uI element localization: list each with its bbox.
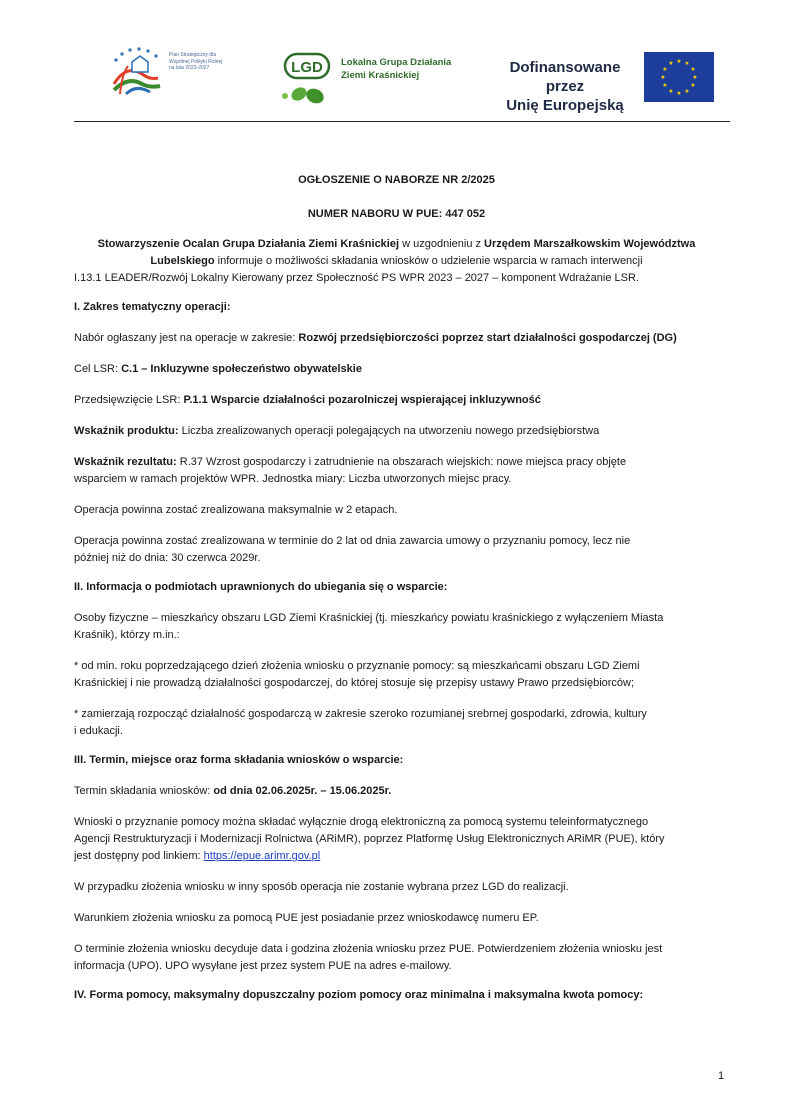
svg-text:★: ★ xyxy=(684,60,690,67)
s1-undertaking-value: P.1.1 Wsparcie działalności pozarolniczej wspierającej inkluzywność xyxy=(183,394,541,406)
s3-ep-requirement: Warunkiem złożenia wniosku za pomocą PUE jest posiadanie przez wnioskodawcę numeru EP. xyxy=(74,912,539,924)
svg-text:★: ★ xyxy=(692,74,698,81)
s2-eligible-line2: Kraśnik), którzy m.in.: xyxy=(74,629,180,641)
s2-condition-1-line2: Kraśnickiej i nie prowadzą działalności gospodarczej, do której stosuje się przepisy ustawy Prawo przedsiębiorców; xyxy=(74,677,635,689)
s3-other-method: W przypadku złożenia wniosku w inny sposób operacja nie zostanie wybrana przez LGD do realizacji. xyxy=(74,881,569,893)
intro-office: Urzędem Marszałkowskim Województwa Lubelskiego xyxy=(150,238,696,267)
s3-submission-line3-text: jest dostępny pod linkiem: xyxy=(74,850,204,862)
lgd-name-line1: Lokalna Grupa Działania xyxy=(341,57,452,68)
s3-submission-line1: Wnioski o przyznanie pomocy można składać wyłącznie drogą elektroniczną za pomocą systemu teleinformatycznego xyxy=(74,816,649,828)
intro-paragraph xyxy=(74,236,719,287)
s1-result-value-line2: wsparciem w ramach projektów WPR. Jednostka miary: Liczba utworzonych miejsc pracy. xyxy=(74,473,512,485)
svg-text:★: ★ xyxy=(690,66,696,73)
lgd-name-line2: Ziemi Kraśnickiej xyxy=(341,70,420,81)
s1-product-label: Wskaźnik produktu: xyxy=(74,425,179,437)
s1-product-indicator xyxy=(74,423,719,440)
s1-deadline xyxy=(74,533,719,567)
s3-term-label: Termin składania wniosków: xyxy=(74,785,214,797)
section-2-heading: II. Informacja o podmiotach uprawnionych do ubiegania się o wsparcie: xyxy=(74,581,448,593)
s3-upo-line2: informacja (UPO). UPO wysyłane jest przez system PUE na adres e-mailowy. xyxy=(74,960,452,972)
svg-text:★: ★ xyxy=(668,60,674,67)
s2-condition-2 xyxy=(74,706,719,740)
s1-result-value-line1: R.37 Wzrost gospodarczy i zatrudnienie na obszarach wiejskich: nowe miejsca pracy objęte xyxy=(176,456,627,468)
eu-flag-icon xyxy=(644,52,714,102)
s1-result-label: Wskaźnik rezultatu: xyxy=(74,456,177,468)
s1-deadline-line1: Operacja powinna zostać zrealizowana w terminie do 2 lat od dnia zawarcia umowy o przyznaniu pomocy, lecz nie xyxy=(74,535,631,547)
s3-upo xyxy=(74,941,719,975)
page-header xyxy=(74,38,730,118)
psp-wpr-logo xyxy=(106,44,226,106)
eu-line2: Unię Europejską xyxy=(506,97,624,114)
s1-undertaking-label: Przedsięwzięcie LSR: xyxy=(74,394,184,406)
s2-condition-1 xyxy=(74,658,719,692)
s2-condition-1-line1: * od min. roku poprzedzającego dzień złożenia wniosku o przyznanie pomocy: są mieszkańcami obszaru LGD Ziemi xyxy=(74,660,640,672)
page-number: 1 xyxy=(718,1070,725,1082)
intro-connector: w uzgodnieniu z xyxy=(399,238,485,250)
section-3-heading: III. Termin, miejsce oraz forma składania wniosków o wsparcie: xyxy=(74,754,404,766)
svg-text:★: ★ xyxy=(676,90,682,97)
s3-term-value: od dnia 02.06.2025r. – 15.06.2025r. xyxy=(213,785,392,797)
section-1-heading: I. Zakres tematyczny operacji: xyxy=(74,301,231,313)
s1-scope-label: Nabór ogłaszany jest na operacje w zakresie: xyxy=(74,332,299,344)
svg-text:★: ★ xyxy=(684,88,690,95)
svg-text:★: ★ xyxy=(660,74,666,81)
lgd-name xyxy=(341,56,471,82)
lgd-logo xyxy=(277,50,467,108)
s1-goal-label: Cel LSR: xyxy=(74,363,122,375)
s3-submission xyxy=(74,814,719,865)
s3-upo-line1: O terminie złożenia wniosku decyduje data i godzina złożenia wniosku przez PUE. Potwierdzeniem złożenia wniosku jest xyxy=(74,943,663,955)
s1-stages: Operacja powinna zostać zrealizowana maksymalnie w 2 etapach. xyxy=(74,504,398,516)
s1-scope xyxy=(74,330,719,347)
psp-emblem-icon xyxy=(106,44,166,106)
svg-text:★: ★ xyxy=(662,82,668,89)
page-title: OGŁOSZENIE O NABORZE NR 2/2025 xyxy=(298,174,495,186)
s1-goal-value: C.1 – Inkluzywne społeczeństwo obywatelskie xyxy=(121,363,362,375)
psp-logo-text: Plan Strategiczny dla Wspólnej Polityki Rolnej na lata 2023-2027 xyxy=(169,52,223,71)
intro-text-line2: I.13.1 LEADER/Rozwój Lokalny Kierowany przez Społeczność PS WPR 2023 – 2027 – komponent Wdrażanie LSR. xyxy=(74,272,639,284)
intro-text-line1: informuje o możliwości składania wniosków o udzielenie wsparcia w ramach interwencji xyxy=(214,255,643,267)
s1-deadline-line2: później niż do dnia: 30 czerwca 2029r. xyxy=(74,552,261,564)
announcement-body xyxy=(74,168,719,1004)
s1-scope-value: Rozwój przedsiębiorczości poprzez start działalności gospodarczej (DG) xyxy=(298,332,677,344)
svg-text:★: ★ xyxy=(662,66,668,73)
pue-link[interactable]: https://epue.arimr.gov.pl xyxy=(203,850,321,862)
s3-submission-line2: Agencji Restrukturyzacji i Modernizacji Rolnictwa (ARiMR), poprzez Platformę Usług Elektronicznych ARiMR (PUE), który xyxy=(74,833,665,845)
s3-submission-line3 xyxy=(74,848,719,865)
svg-text:LGD: LGD xyxy=(291,59,323,76)
header-divider xyxy=(74,121,730,122)
svg-text:★: ★ xyxy=(668,88,674,95)
s1-result-indicator xyxy=(74,454,719,488)
s3-term xyxy=(74,783,719,800)
svg-text:★: ★ xyxy=(690,82,696,89)
section-4-heading: IV. Forma pomocy, maksymalny dopuszczalny poziom pomocy oraz minimalna i maksymalna kwota pomocy: xyxy=(74,989,644,1001)
s2-eligible-line1: Osoby fizyczne – mieszkańcy obszaru LGD Ziemi Kraśnickiej (tj. mieszkańcy powiatu kraśnickiego z wyłączeniem Miasta xyxy=(74,612,664,624)
s1-product-value: Liczba zrealizowanych operacji polegających na utworzeniu nowego przedsiębiorstwa xyxy=(178,425,600,437)
svg-text:★: ★ xyxy=(676,58,682,65)
s2-condition-2-line2: i edukacji. xyxy=(74,725,123,737)
eu-funding-text xyxy=(500,58,630,115)
eu-funding-logo xyxy=(498,50,718,114)
s2-condition-2-line1: * zamierzają rozpocząć działalność gospodarczą w zakresie szeroko rozumianej srebrnej gospodarki, zdrowia, kultury xyxy=(74,708,647,720)
s2-eligible xyxy=(74,610,719,644)
call-number: NUMER NABORU W PUE: 447 052 xyxy=(307,208,486,220)
s1-goal xyxy=(74,361,719,378)
eu-line1: Dofinansowane przez xyxy=(509,59,621,95)
intro-organization: Stowarzyszenie Ocalan Grupa Działania Ziemi Kraśnickiej xyxy=(97,238,400,250)
lgd-emblem-icon xyxy=(277,50,339,108)
s1-undertaking xyxy=(74,392,719,409)
